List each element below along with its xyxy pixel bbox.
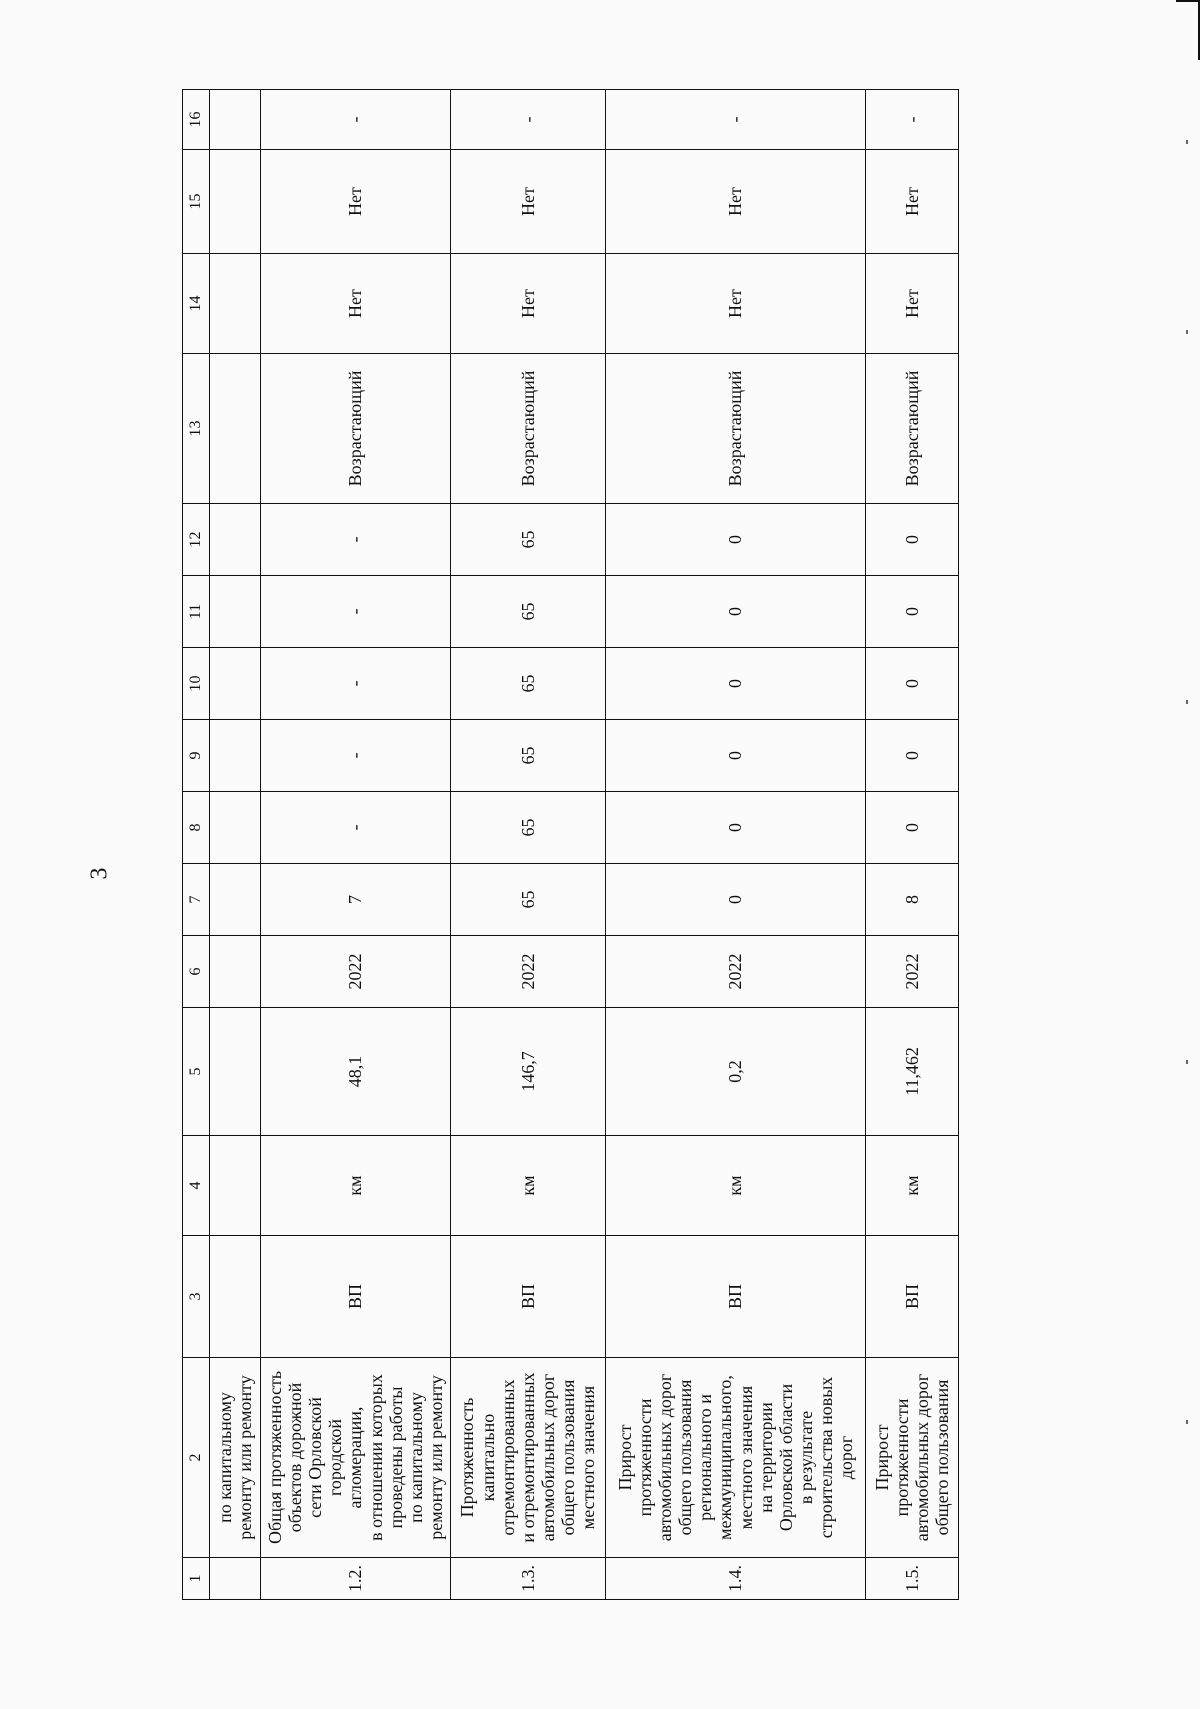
direction xyxy=(210,354,261,504)
unit: км xyxy=(866,1136,959,1236)
value-col11: 65 xyxy=(451,576,606,648)
table-row xyxy=(606,90,866,1600)
unit xyxy=(210,1136,261,1236)
indicators-table xyxy=(182,89,959,1600)
value-col9: 0 xyxy=(606,720,866,792)
table-row xyxy=(261,90,451,1600)
col16-value xyxy=(210,90,261,150)
indicator-type: ВП xyxy=(261,1236,451,1358)
header-cell: 1 xyxy=(183,1558,210,1600)
header-cell: 9 xyxy=(183,720,210,792)
indicator-type: ВП xyxy=(606,1236,866,1358)
scan-speck xyxy=(1186,1060,1188,1064)
value-col8: 65 xyxy=(451,792,606,864)
unit: км xyxy=(606,1136,866,1236)
row-number: 1.2. xyxy=(261,1558,451,1600)
header-row xyxy=(183,90,210,1600)
unit: км xyxy=(261,1136,451,1236)
base-year: 2022 xyxy=(606,936,866,1008)
direction: Возрастающий xyxy=(451,354,606,504)
header-cell: 6 xyxy=(183,936,210,1008)
value-col7: 8 xyxy=(866,864,959,936)
header-cell: 2 xyxy=(183,1358,210,1558)
col15-value: Нет xyxy=(261,150,451,254)
value-col7: 65 xyxy=(451,864,606,936)
value-col9: - xyxy=(261,720,451,792)
base-year: 2022 xyxy=(866,936,959,1008)
table-container xyxy=(182,110,1002,1600)
value-col12: 0 xyxy=(606,504,866,576)
value-col11 xyxy=(210,576,261,648)
value-col12: 0 xyxy=(866,504,959,576)
direction: Возрастающий xyxy=(606,354,866,504)
base-value: 11,462 xyxy=(866,1008,959,1136)
base-value: 146,7 xyxy=(451,1008,606,1136)
header-cell: 15 xyxy=(183,150,210,254)
value-col7 xyxy=(210,864,261,936)
value-col8: 0 xyxy=(606,792,866,864)
header-cell: 14 xyxy=(183,254,210,354)
row-number: 1.4. xyxy=(606,1558,866,1600)
value-col11: - xyxy=(261,576,451,648)
header-cell: 5 xyxy=(183,1008,210,1136)
value-col12 xyxy=(210,504,261,576)
scan-corner-mark xyxy=(1176,0,1200,60)
value-col10: 0 xyxy=(866,648,959,720)
indicator-name: по капитальному ремонту или ремонту xyxy=(210,1358,261,1558)
scan-speck xyxy=(1186,330,1188,334)
base-year xyxy=(210,936,261,1008)
table-row xyxy=(451,90,606,1600)
value-col12: 65 xyxy=(451,504,606,576)
base-year: 2022 xyxy=(451,936,606,1008)
col14-value: Нет xyxy=(451,254,606,354)
scan-speck xyxy=(1186,1420,1188,1424)
indicator-type: ВП xyxy=(866,1236,959,1358)
table-row xyxy=(866,90,959,1600)
col16-value: - xyxy=(866,90,959,150)
scan-speck xyxy=(1186,700,1188,704)
value-col10: - xyxy=(261,648,451,720)
value-col10: 0 xyxy=(606,648,866,720)
header-cell: 16 xyxy=(183,90,210,150)
header-cell: 4 xyxy=(183,1136,210,1236)
row-number: 1.3. xyxy=(451,1558,606,1600)
value-col12: - xyxy=(261,504,451,576)
row-number: 1.5. xyxy=(866,1558,959,1600)
page-number: 3 xyxy=(86,867,113,880)
direction: Возрастающий xyxy=(261,354,451,504)
value-col11: 0 xyxy=(606,576,866,648)
col16-value: - xyxy=(261,90,451,150)
col14-value: Нет xyxy=(261,254,451,354)
value-col10: 65 xyxy=(451,648,606,720)
header-cell: 8 xyxy=(183,792,210,864)
value-col7: 0 xyxy=(606,864,866,936)
value-col11: 0 xyxy=(866,576,959,648)
col14-value: Нет xyxy=(606,254,866,354)
base-value xyxy=(210,1008,261,1136)
header-cell: 7 xyxy=(183,864,210,936)
col15-value: Нет xyxy=(606,150,866,254)
header-cell: 11 xyxy=(183,576,210,648)
value-col8: 0 xyxy=(866,792,959,864)
base-value: 0,2 xyxy=(606,1008,866,1136)
indicator-name: Прирост протяженности автомобильных дорог общего пользования xyxy=(866,1358,959,1558)
value-col7: 7 xyxy=(261,864,451,936)
col15-value: Нет xyxy=(451,150,606,254)
header-cell: 10 xyxy=(183,648,210,720)
value-col9: 65 xyxy=(451,720,606,792)
value-col9 xyxy=(210,720,261,792)
value-col10 xyxy=(210,648,261,720)
base-year: 2022 xyxy=(261,936,451,1008)
indicator-type xyxy=(210,1236,261,1358)
indicator-name: Общая протяженность объектов дорожной сети Орловской городской агломерации, в отношении которых проведены работы по капитальному ремонту или ремонту xyxy=(261,1358,451,1558)
col14-value xyxy=(210,254,261,354)
scan-speck xyxy=(1186,140,1188,144)
table-row xyxy=(210,90,261,1600)
header-cell: 3 xyxy=(183,1236,210,1358)
value-col9: 0 xyxy=(866,720,959,792)
indicator-name: Протяженность капитально отремонтированных и отремонтированных автомобильных дорог общего пользования местного значения xyxy=(451,1358,606,1558)
value-col8 xyxy=(210,792,261,864)
col15-value: Нет xyxy=(866,150,959,254)
header-cell: 13 xyxy=(183,354,210,504)
indicator-type: ВП xyxy=(451,1236,606,1358)
row-number xyxy=(210,1558,261,1600)
col16-value: - xyxy=(451,90,606,150)
base-value: 48,1 xyxy=(261,1008,451,1136)
col14-value: Нет xyxy=(866,254,959,354)
value-col8: - xyxy=(261,792,451,864)
col15-value xyxy=(210,150,261,254)
header-cell: 12 xyxy=(183,504,210,576)
direction: Возрастающий xyxy=(866,354,959,504)
col16-value: - xyxy=(606,90,866,150)
unit: км xyxy=(451,1136,606,1236)
indicator-name: Прирост протяженности автомобильных дорог общего пользования регионального и межмуниципального, местного значения на территории Орловской области в результате строительства новых дорог xyxy=(606,1358,866,1558)
